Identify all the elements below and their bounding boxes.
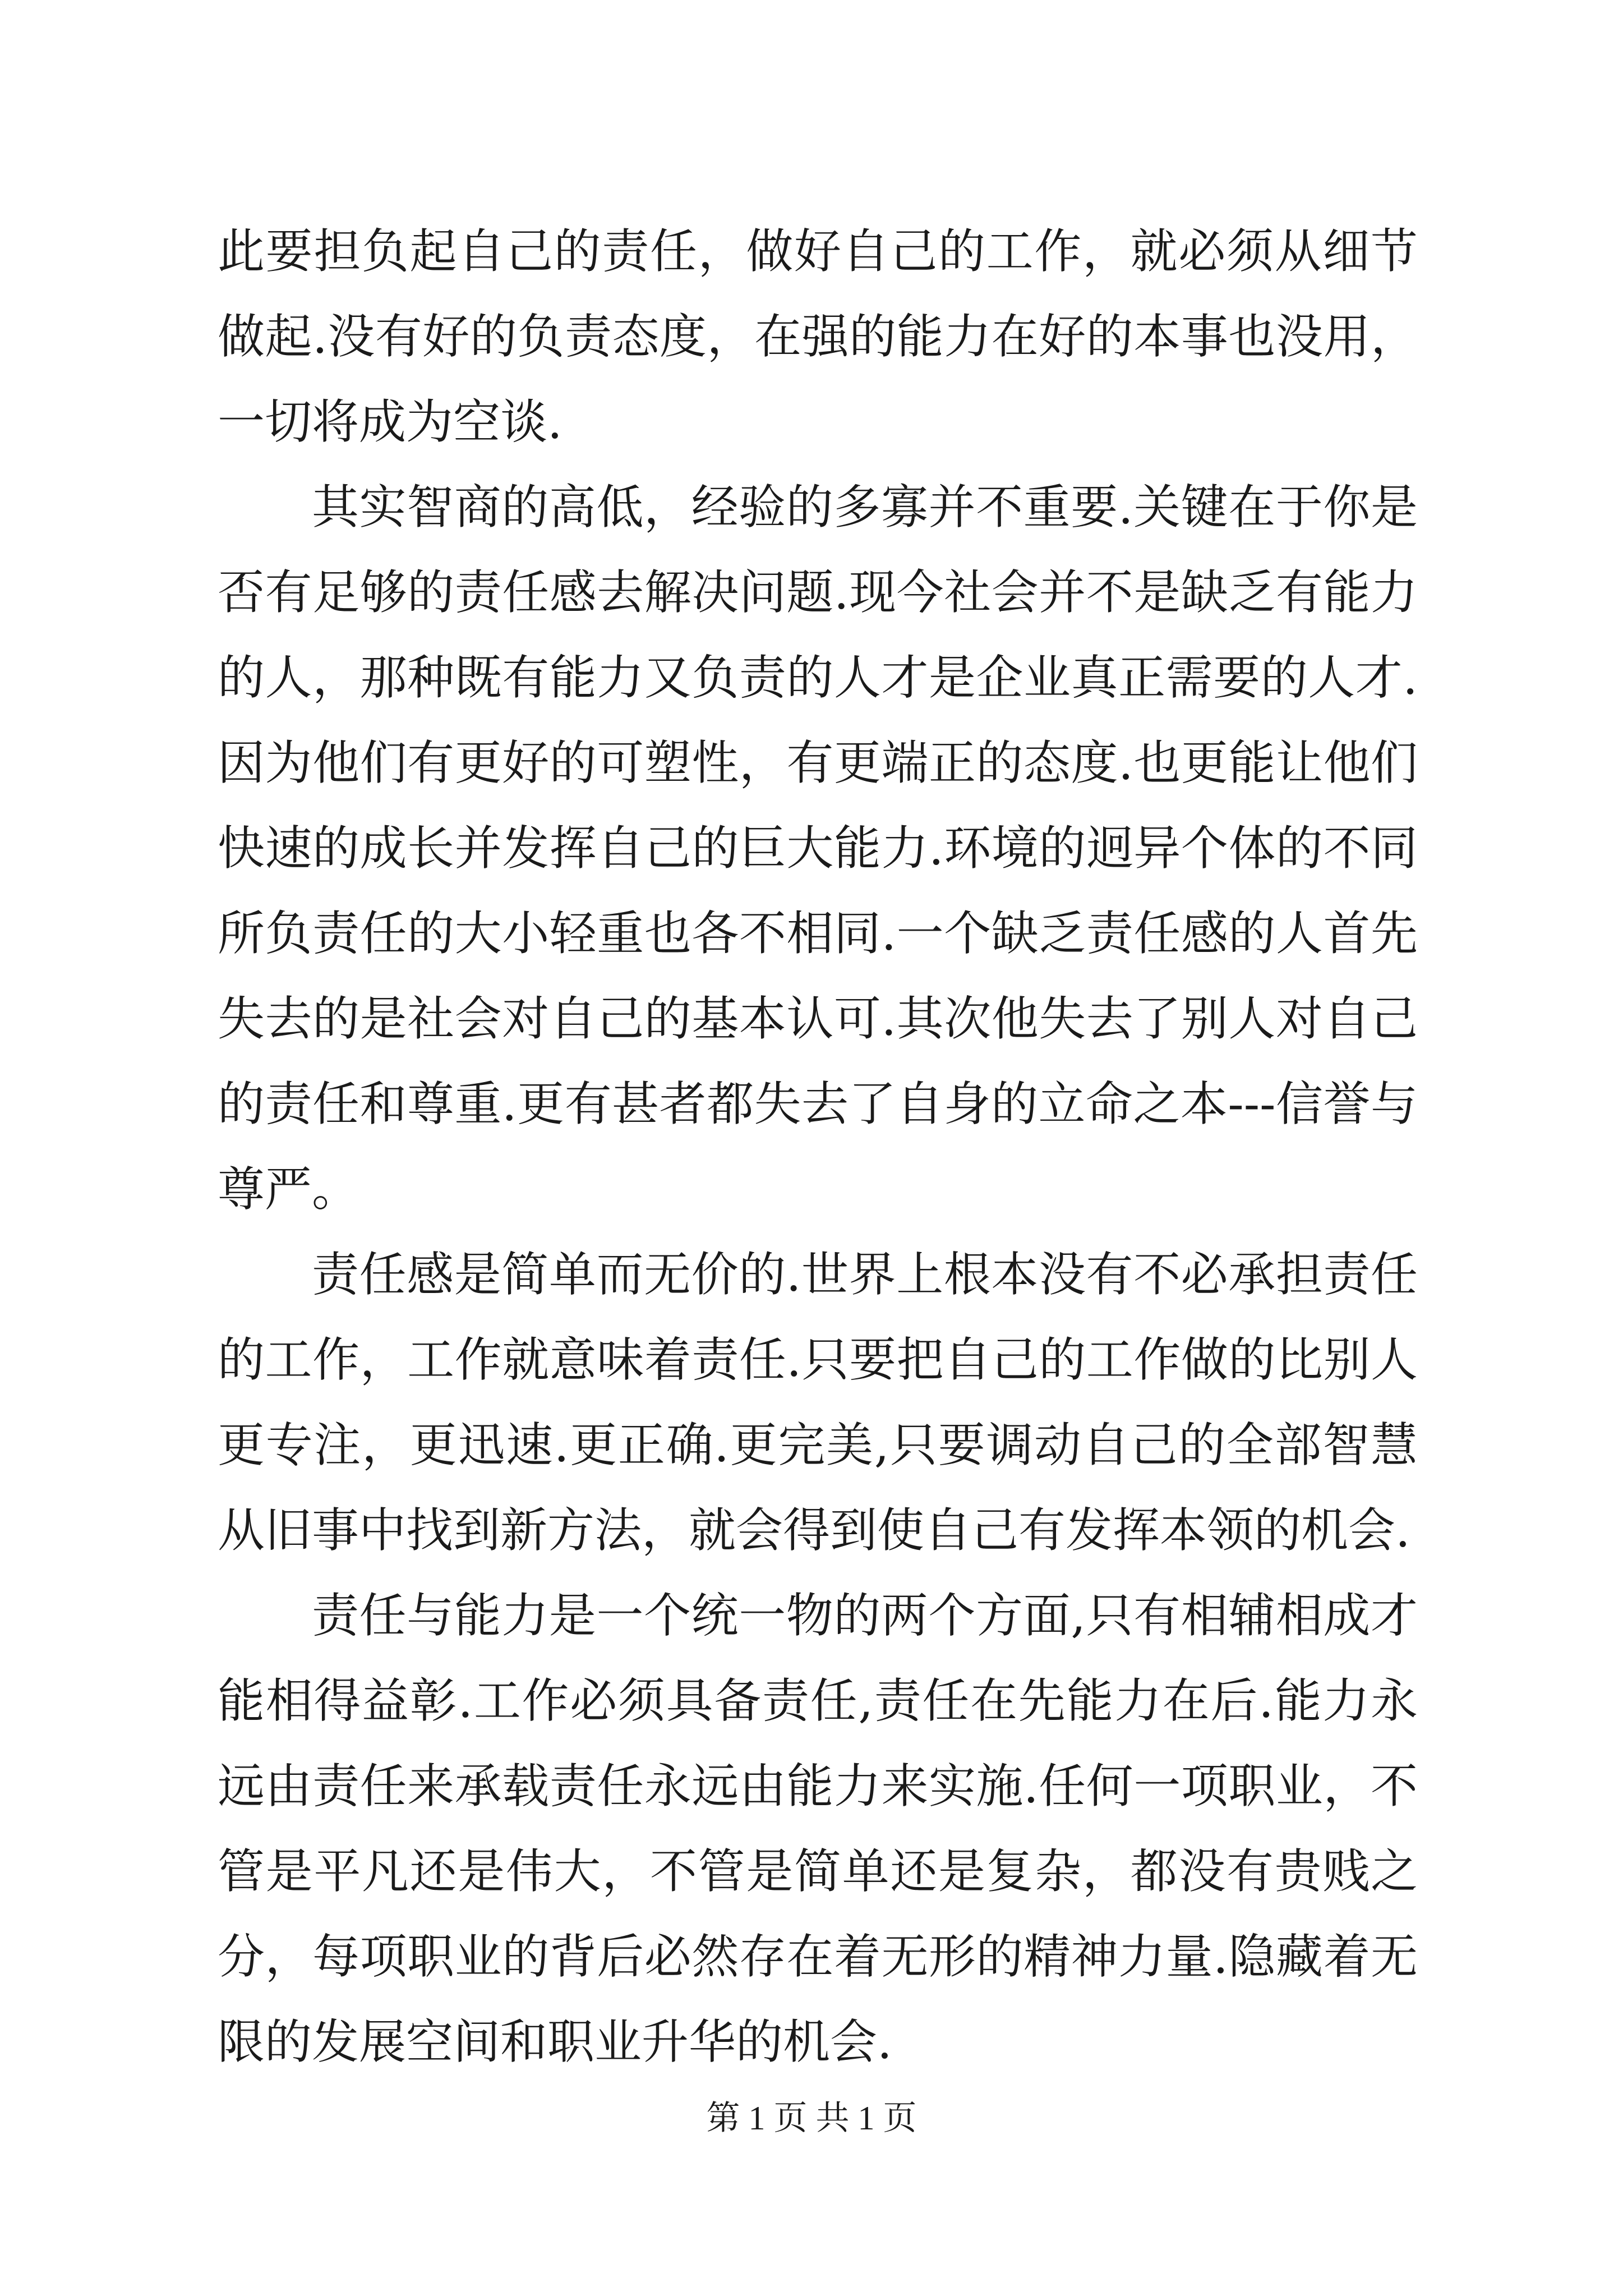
- paragraph-2: 其实智商的高低，经验的多寡并不重要.关键在于你是否有足够的责任感去解决问题.现今社会并不是缺乏有能力的人，那种既有能力又负责的人才是企业真正需要的人才.因为他们有更好的可塑性，有更端正的态度.也更能让他们快速的成长并发挥自己的巨大能力.环境的迥异个体的不同所负责任的大小轻重也各不相同.一个缺乏责任感的人首先失去的是社会对自己的基本认可.其次他失去了别人对自己的责任和尊重.更有甚者都失去了自身的立命之本---信誉与尊严。: [218, 480, 1418, 1217]
- paragraph-4: 责任与能力是一个统一物的两个方面,只有相辅相成才能相得益彰.工作必须具备责任,责任在先能力在后.能力永远由责任来承载责任永远由能力来实施.任何一项职业，不管是平凡还是伟大，不管是简单还是复杂，都没有贵贱之分，每项职业的背后必然存在着无形的精神力量.隐藏着无限的发展空间和职业升华的机会.: [218, 1588, 1418, 2069]
- document-body: [218, 209, 1418, 2085]
- page-footer: 第 1 页 共 1 页: [706, 2100, 917, 2137]
- paragraph-1: 此要担负起自己的责任，做好自己的工作，就必须从细节做起.没有好的负责态度，在强的能力在好的本事也没用，一切将成为空谈.: [218, 224, 1418, 449]
- paragraph-3: 责任感是简单而无价的.世界上根本没有不必承担责任的工作，工作就意味着责任.只要把自己的工作做的比别人更专注，更迅速.更正确.更完美,只要调动自己的全部智慧从旧事中找到新方法，就会得到使自己有发挥本领的机会.: [218, 1247, 1418, 1558]
